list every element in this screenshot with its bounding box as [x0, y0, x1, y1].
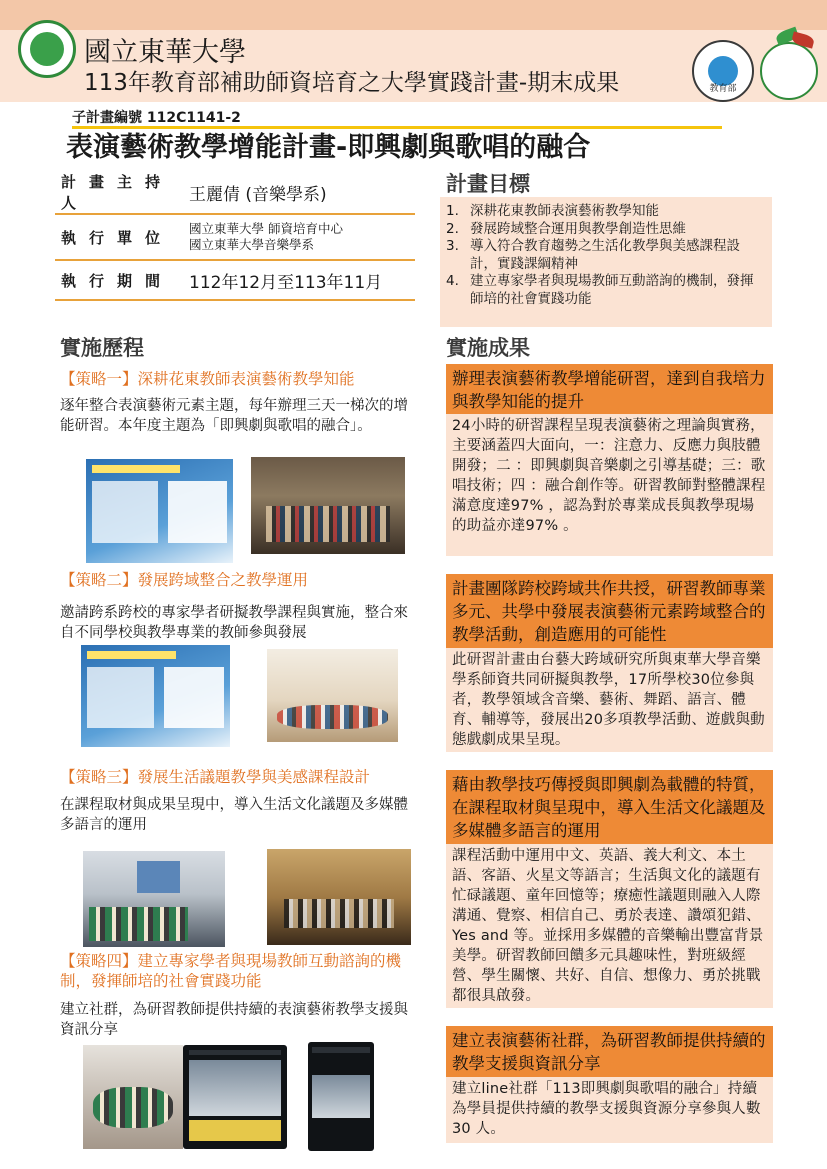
goal-item: [446, 238, 764, 273]
unit-label: 執行單位: [61, 228, 174, 247]
strategy-1-body: 逐年整合表演藝術元素主題，每年辦理三天一梯次的增能研習。本年度主題為「即興劇與歌唱的融合」。: [60, 398, 408, 434]
results-heading: 實施成果: [446, 336, 530, 360]
result-3-body: 課程活動中運用中文、英語、義大利文、本土語、客語、火星文等語言；生活與文化的議題有忙碌議題、童年回憶等；療癒性議題則融入人際溝通、覺察、相信自己、勇於表達、讚頌犯錯、Yes and 等。並採用多媒體的音樂輸出豐富背景美學。研習教師回饋多元具趣味性，對班級經營、學生關懷、共好、自信、想像力、勇於挑戰都很具啟發。: [446, 844, 773, 1008]
result-3-heading: 藉由教學技巧傳授與即興劇為載體的特質，在課程取材與呈現中，導入生活文化議題及多媒體多語言的運用: [446, 770, 773, 844]
project-info-table: [55, 171, 415, 301]
strategy-4-group-photo: [83, 1045, 183, 1149]
strategy-2-title: 【策略二】發展跨域整合之教學運用: [60, 571, 309, 589]
strategy-4-body: 建立社群，為研習教師提供持續的表演藝術教學支援與資訊分享: [60, 1002, 408, 1038]
period-value: 112年12月至113年11月: [189, 272, 383, 293]
strategy-3-body: 在課程取材與成果呈現中，導入生活文化議題及多媒體多語言的運用: [60, 797, 408, 833]
unit-value-1: 國立東華大學 師資培育中心: [189, 221, 343, 236]
result-1-heading: 辦理表演藝術教學增能研習，達到自我培力與教學知能的提升: [446, 364, 773, 415]
page-title: 表演藝術教學增能計畫-即興劇與歌唱的融合: [66, 132, 591, 163]
subproject-id: 子計畫編號 112C1141-2: [72, 110, 241, 126]
strategy-2-workshop-photo: [267, 649, 398, 742]
strategy-1-group-photo: [251, 457, 405, 554]
period-row: [55, 261, 415, 301]
goal-number: 3.: [446, 238, 459, 254]
ministry-logo-icon: [692, 40, 754, 102]
strategy-4-line-screenshot-2: [308, 1042, 374, 1151]
host-row: [55, 171, 415, 215]
strategy-4-line-screenshot-1: [183, 1045, 287, 1149]
sprout-logo-icon: [758, 28, 822, 98]
goal-text: 深耕花東教師表演藝術教學知能: [470, 203, 659, 219]
unit-values: [189, 221, 343, 253]
process-heading: 實施歷程: [60, 336, 144, 360]
result-1-body: 24小時的研習課程呈現表演藝術之理論與實務，主要涵蓋四大面向，一：注意力、反應力與肢體開發；二 ：即興劇與音樂劇之引導基礎；三：歌唱技術；四 ：融合創作等。研習教師對整體課程滿意度達97% ，認為對於專業成長與教學現場的助益亦達97% 。: [446, 414, 773, 556]
goal-number: 2.: [446, 220, 459, 237]
strategy-3-classroom-photo: [83, 851, 225, 947]
strategy-2-body: 邀請跨系跨校的專家學者研擬教學課程與實施，整合來自不同學校與教學專業的教師參與發展: [60, 605, 408, 641]
goal-item: [446, 203, 764, 221]
strategy-4-title: [60, 951, 422, 991]
project-name: 113年教育部補助師資培育之大學實踐計畫-期末成果: [84, 70, 620, 96]
host-label: 計畫主持人: [61, 173, 174, 212]
goals-heading: 計畫目標: [446, 172, 530, 196]
unit-value-2: 國立東華大學音樂學系: [189, 237, 315, 252]
ministry-logo-text: 教育部: [709, 84, 737, 94]
unit-row: [55, 215, 415, 261]
strategy-3-performance-photo: [267, 849, 411, 945]
goal-text: 建立專家學者與現場教師互動諮詢的機制，發揮師培的社會實踐功能: [470, 273, 754, 307]
result-2-body: 此研習計畫由台藝大跨域研究所與東華大學音樂學系師資共同研擬與教學，17所學校30位參與者，教學領域含音樂、藝術、舞蹈、語言、體育、輔導等，發展出20多項教學活動、遊戲與動態戲劇成果呈現。: [446, 648, 773, 752]
strategy-1-poster-image: [86, 459, 233, 563]
goal-item: [446, 273, 764, 308]
result-2-heading: 計畫團隊跨校跨域共作共授，研習教師專業多元、共學中發展表演藝術元素跨域整合的教學活動，創造應用的可能性: [446, 574, 773, 648]
goal-text: 導入符合教育趨勢之生活化教學與美感課程設計，實踐課綱精神: [470, 238, 740, 272]
period-label: 執行期間: [61, 271, 174, 290]
goal-number: 1.: [446, 203, 459, 219]
goal-item: [446, 221, 764, 239]
header-band-accent: [0, 0, 827, 30]
strategy-2-poster-image: [81, 645, 230, 747]
result-4-body: 建立line社群「113即興劇與歌唱的融合」持續為學員提供持續的教學支援與資源分享參與人數30 人。: [446, 1077, 773, 1143]
university-logo-icon: [18, 20, 76, 78]
goals-box: [440, 197, 772, 327]
strategy-4-title-text: 【策略四】建立專家學者與現場教師互動諮詢的機制，發揮師培的社會實踐功能: [60, 952, 402, 990]
strategy-3-title: 【策略三】發展生活議題教學與美感課程設計: [60, 768, 371, 786]
strategy-1-title: 【策略一】深耕花東教師表演藝術教學知能: [60, 370, 355, 388]
university-name: 國立東華大學: [84, 37, 246, 68]
goal-text: 發展跨域整合運用與教學創造性思維: [470, 220, 686, 237]
host-value: 王麗倩 (音樂學系): [189, 184, 327, 205]
goals-list: [446, 203, 764, 308]
result-4-heading: 建立表演藝術社群，為研習教師提供持續的教學支援與資訊分享: [446, 1026, 773, 1077]
title-divider: [72, 126, 722, 129]
goal-number: 4.: [446, 273, 459, 289]
